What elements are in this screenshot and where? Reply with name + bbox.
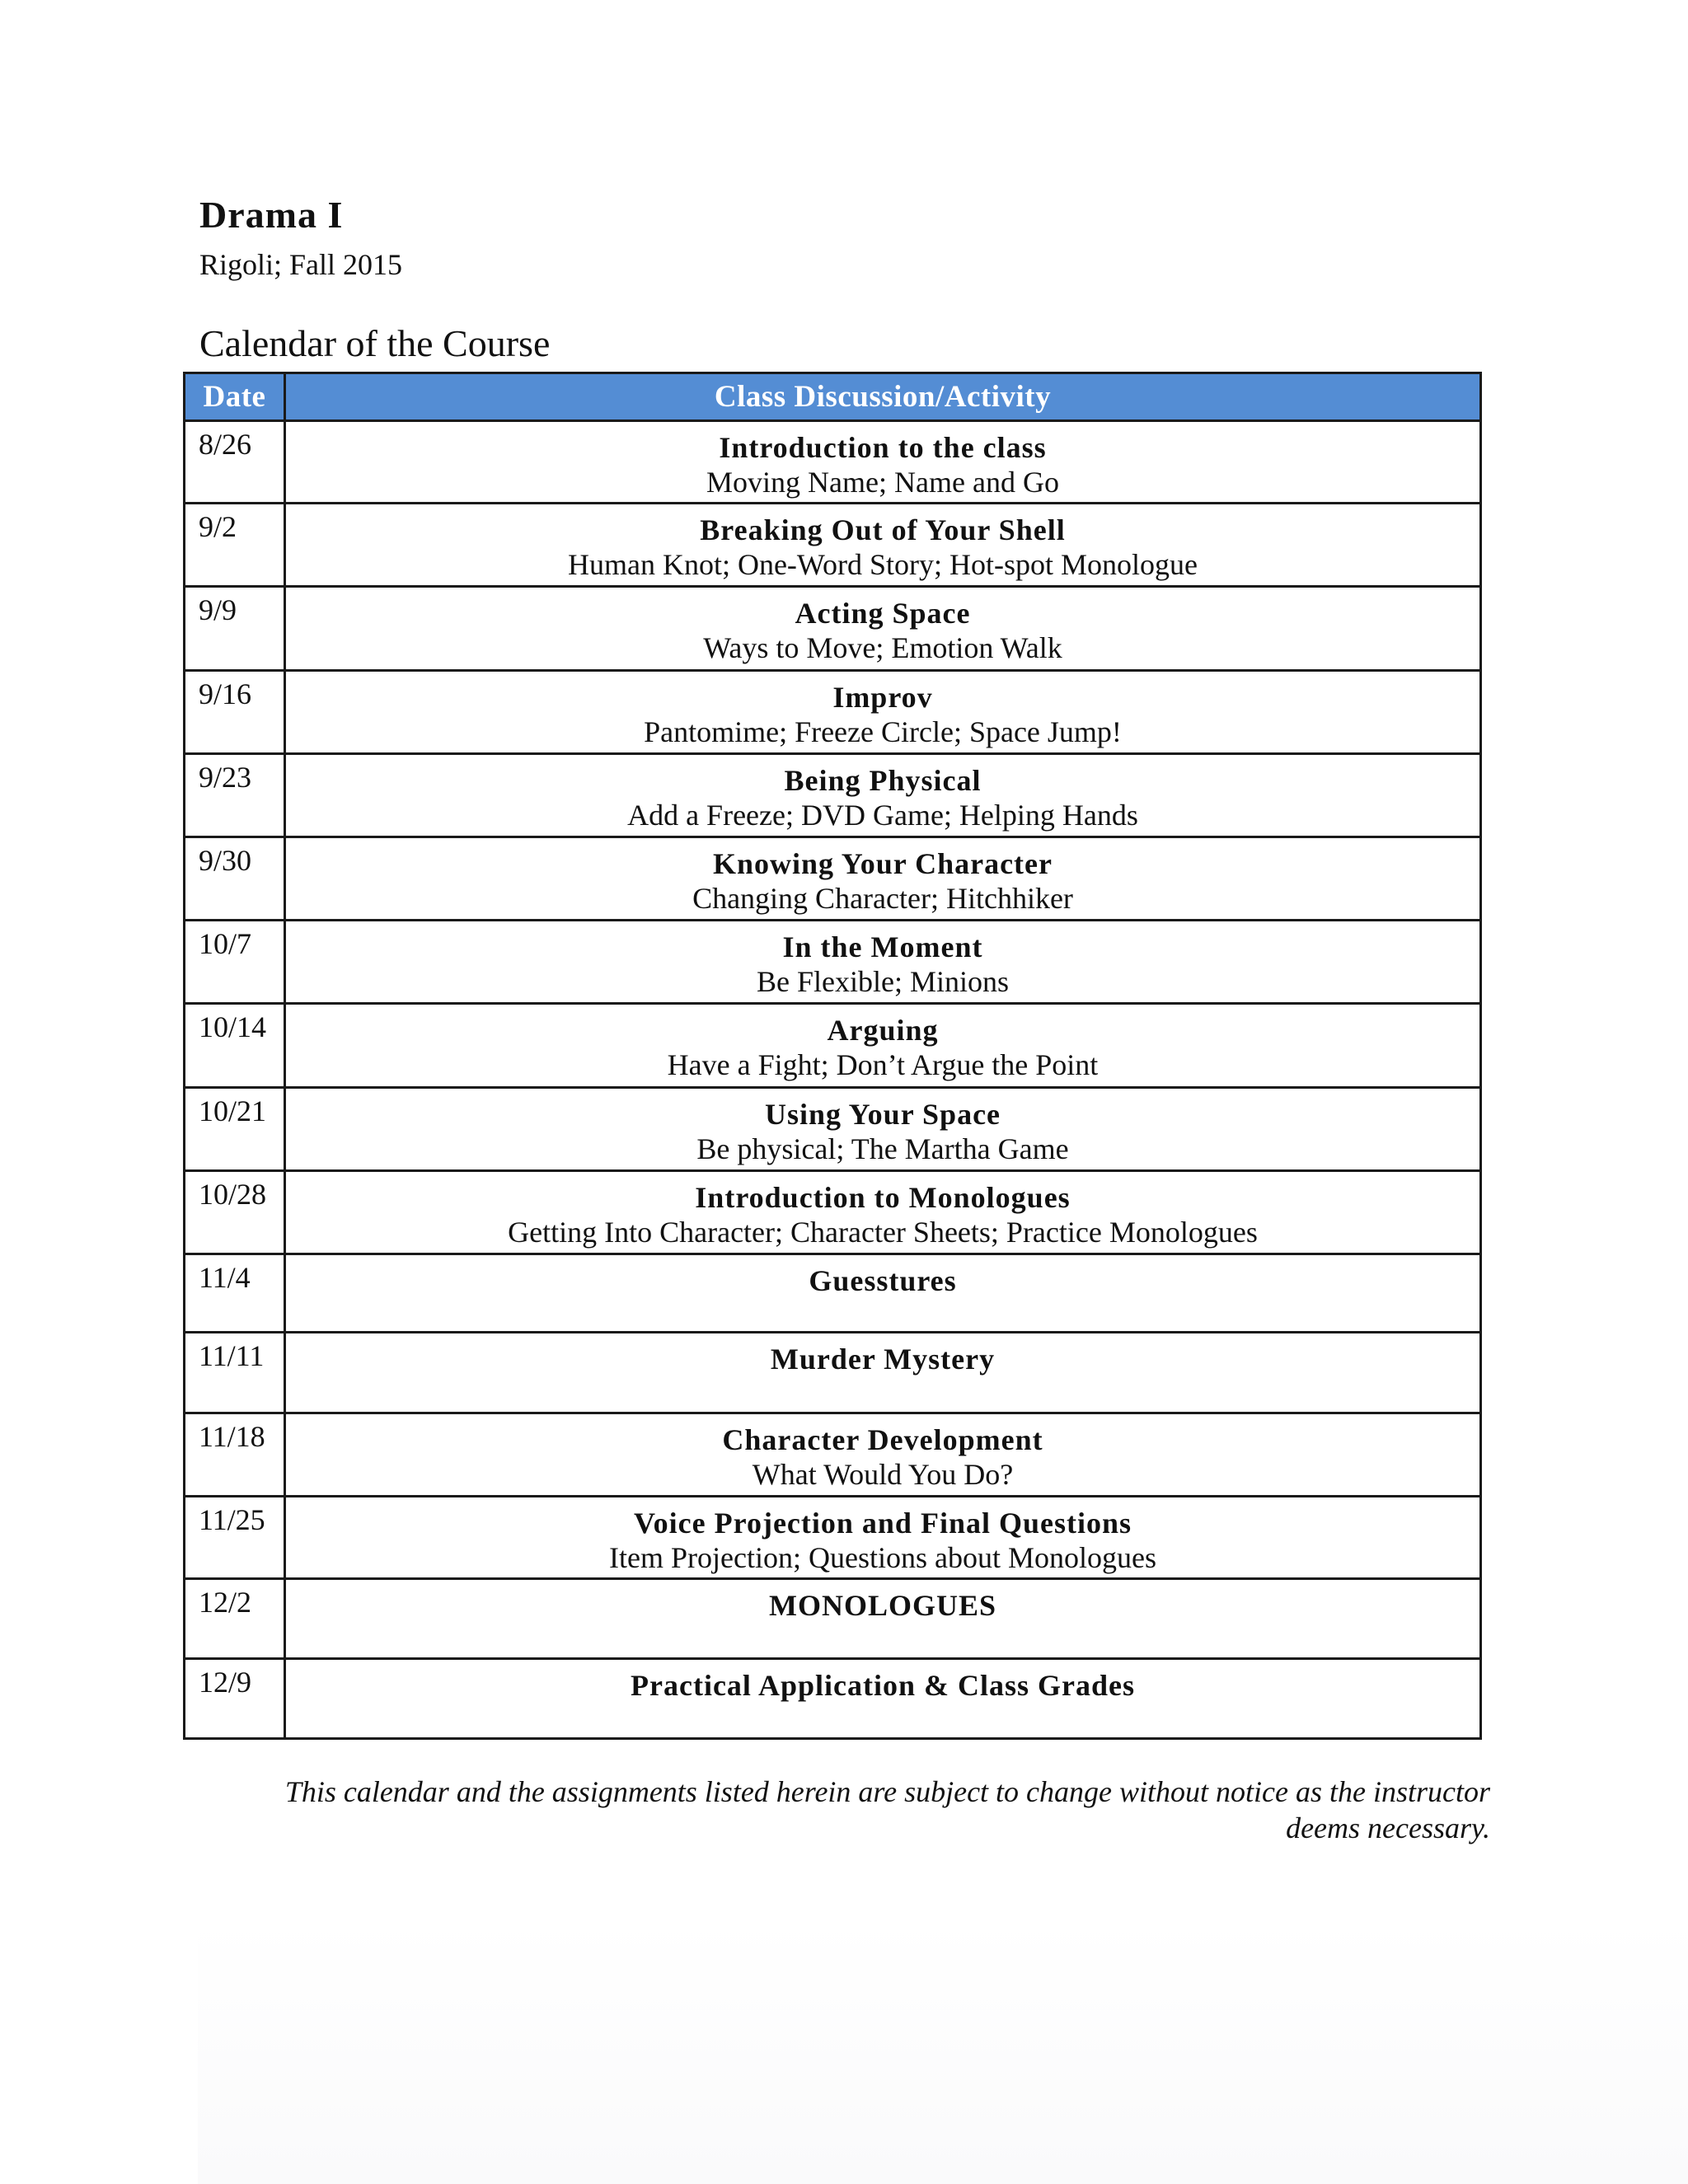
row-date: 12/9 [185,1659,285,1739]
row-date: 11/11 [185,1333,285,1413]
row-activity [285,754,1481,837]
activity-title: Guesstures [809,1264,957,1297]
table-row [185,1497,1481,1579]
row-activity [285,1413,1481,1497]
row-activity [285,504,1481,587]
table-row [185,1004,1481,1088]
table-row [185,1088,1481,1171]
row-activity [285,921,1481,1004]
activity-title: Using Your Space [764,1098,1001,1131]
table-row [185,587,1481,671]
row-date: 10/28 [185,1171,285,1254]
row-activity [285,1659,1481,1739]
row-date: 10/7 [185,921,285,1004]
row-date: 11/18 [185,1413,285,1497]
row-date: 9/16 [185,671,285,754]
page-shade [198,1920,1688,2184]
disclaimer-note [206,1774,1490,1846]
activity-title: Character Development [722,1423,1043,1456]
row-activity [285,1171,1481,1254]
activity-detail: Item Projection; Questions about Monologues [609,1541,1156,1574]
disclaimer-line-2: deems necessary. [1286,1811,1490,1844]
table-row [185,837,1481,921]
row-activity [285,1004,1481,1088]
table-row [185,1333,1481,1413]
activity-detail: Have a Fight; Don’t Argue the Point [667,1048,1099,1081]
activity-detail: Be Flexible; Minions [757,965,1009,998]
row-activity [285,671,1481,754]
activity-title: Knowing Your Character [713,847,1053,880]
row-activity [285,1579,1481,1659]
row-date: 9/9 [185,587,285,671]
activity-title: Murder Mystery [770,1343,996,1376]
table-row [185,504,1481,587]
activity-title: MONOLOGUES [768,1589,997,1622]
row-date: 11/25 [185,1497,285,1579]
activity-detail: Add a Freeze; DVD Game; Helping Hands [627,799,1138,832]
activity-detail: Ways to Move; Emotion Walk [703,631,1062,664]
row-activity [285,587,1481,671]
row-activity [285,837,1481,921]
activity-title: Being Physical [784,764,982,797]
row-date: 9/2 [185,504,285,587]
table-header-row [185,373,1481,421]
row-date: 11/4 [185,1254,285,1333]
column-header-date: Date [185,373,285,421]
column-header-activity: Class Discussion/Activity [285,373,1481,421]
activity-detail: Human Knot; One-Word Story; Hot-spot Monologue [567,548,1198,581]
activity-detail: Moving Name; Name and Go [706,466,1059,499]
row-date: 9/30 [185,837,285,921]
activity-title: Introduction to the class [719,431,1047,464]
table-row [185,1413,1481,1497]
activity-title: In the Moment [782,930,983,963]
row-activity [285,1088,1481,1171]
course-calendar-table [183,372,1482,1740]
section-heading: Calendar of the Course [199,322,551,364]
activity-title: Voice Projection and Final Questions [633,1507,1132,1540]
activity-detail: Getting Into Character; Character Sheets; Practice Monologues [508,1216,1258,1249]
row-date: 9/23 [185,754,285,837]
activity-title: Acting Space [795,597,971,630]
row-activity [285,1254,1481,1333]
row-activity [285,1333,1481,1413]
table-row [185,1254,1481,1333]
document-subtitle: Rigoli; Fall 2015 [199,248,403,281]
activity-detail: Pantomime; Freeze Circle; Space Jump! [644,715,1122,748]
row-date: 8/26 [185,421,285,504]
activity-title: Introduction to Monologues [695,1181,1071,1214]
table-row [185,754,1481,837]
row-date: 12/2 [185,1579,285,1659]
row-activity [285,1497,1481,1579]
row-activity [285,421,1481,504]
table-row [185,1659,1481,1739]
document-title: Drama I [199,194,344,236]
table-row [185,421,1481,504]
activity-title: Breaking Out of Your Shell [700,513,1066,546]
activity-detail: Be physical; The Martha Game [696,1132,1069,1165]
table-row [185,921,1481,1004]
table-row [185,1171,1481,1254]
row-date: 10/21 [185,1088,285,1171]
table-row [185,1579,1481,1659]
disclaimer-line-1: This calendar and the assignments listed herein are subject to change without notice as the instructor [284,1775,1490,1808]
activity-title: Improv [832,681,933,714]
activity-title: Practical Application & Class Grades [631,1669,1135,1702]
row-date: 10/14 [185,1004,285,1088]
activity-title: Arguing [827,1014,939,1047]
table-row [185,671,1481,754]
activity-detail: What Would You Do? [752,1458,1014,1491]
activity-detail: Changing Character; Hitchhiker [692,882,1073,915]
